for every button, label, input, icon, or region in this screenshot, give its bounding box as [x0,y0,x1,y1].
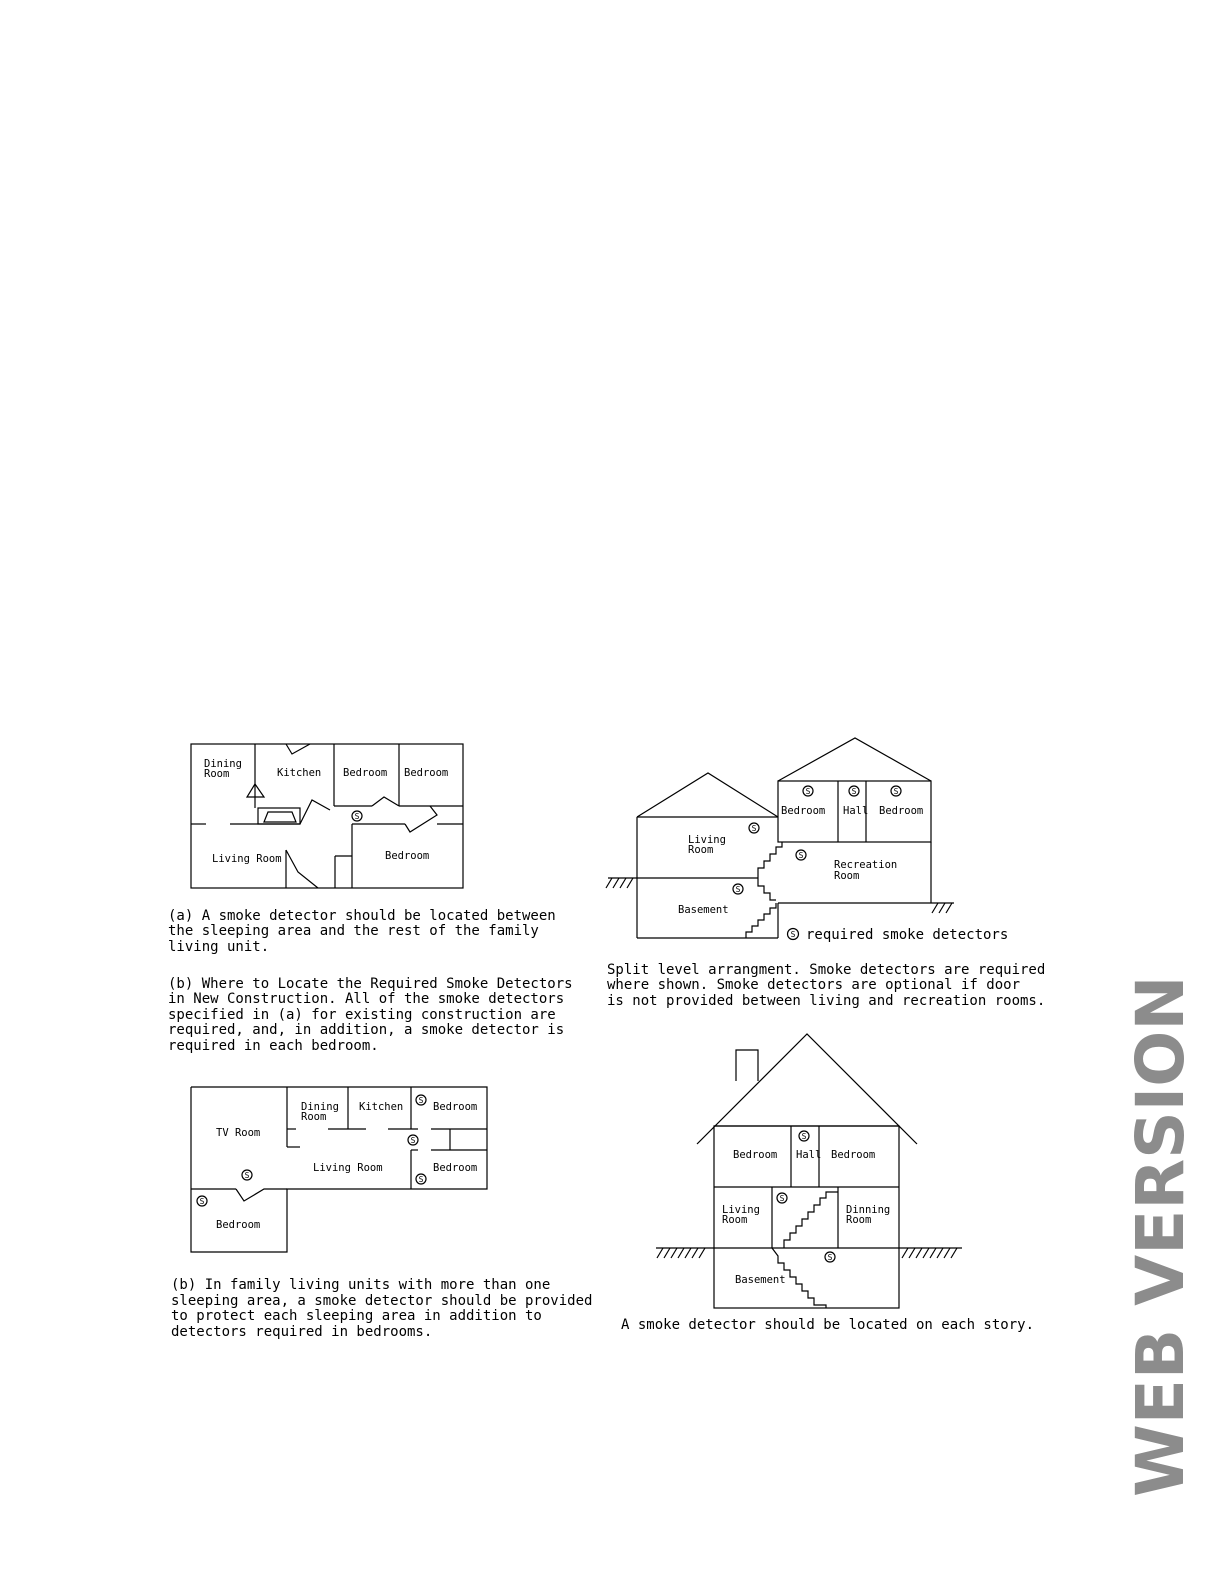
smoke-detector-icon [416,1174,426,1184]
smoke-detector-icon [197,1196,207,1206]
svg-text:living unit.: living unit. [168,939,270,955]
room-label-basement: Basement [678,904,729,916]
room-label-recreation: Room [834,870,860,882]
svg-text:S: S [410,1136,416,1145]
room-label-living: Living Room [313,1162,383,1174]
svg-text:S: S [418,1175,424,1184]
room-label-bedroom: Bedroom [433,1101,478,1113]
caption-two-story: A smoke detector should be located on each story. [621,1317,1035,1333]
svg-text:S: S [827,1253,833,1262]
smoke-detector-icon [777,1193,787,1203]
smoke-detector-icon [416,1095,426,1105]
svg-text:sleeping area, a smoke detecto: sleeping area, a smoke detector should be provided [171,1293,593,1309]
svg-text:Split level arrangment. Smoke: Split level arrangment. Smoke detectors are required [607,962,1046,978]
room-label-basement: Basement [735,1274,786,1286]
svg-text:(b) Where to Locate the Requir: (b) Where to Locate the Required Smoke Detectors [168,976,573,992]
smoke-detector-icon [242,1170,252,1180]
svg-text:S: S [893,787,899,796]
room-label-dining: Dining [301,1101,339,1113]
smoke-detector-icon [352,811,362,821]
floor-plan-family-unit [191,1087,487,1252]
floor-plan-a [191,744,463,888]
svg-text:is not provided between living: is not provided between living and recreation rooms. [607,993,1046,1009]
svg-text:the sleeping area and the rest: the sleeping area and the rest of the family [168,923,539,939]
svg-text:S: S [735,885,741,894]
room-label-living: Living Room [212,853,282,865]
svg-text:required, and, in addition, a: required, and, in addition, a smoke detector is [168,1022,565,1038]
svg-text:S: S [805,787,811,796]
room-label-bedroom: Bedroom [781,805,826,817]
svg-text:S: S [418,1096,424,1105]
svg-text:S: S [801,1132,807,1141]
legend-text: required smoke detectors [806,927,1009,943]
svg-text:specified in (a) for existing: specified in (a) for existing construction are [168,1007,556,1023]
room-label-bedroom: Bedroom [831,1149,876,1161]
smoke-detector-icon [803,786,813,796]
room-label-dinning: Room [846,1214,872,1226]
caption-family-unit [171,1277,592,1340]
svg-text:in New Construction. All of t: in New Construction. All of the smoke detectors [168,991,565,1007]
two-story-house-section [656,1034,962,1308]
room-label-living: Living [688,834,726,846]
room-label-dinning: Dinning [846,1204,891,1216]
svg-text:S: S [199,1197,205,1206]
caption-a [168,908,556,955]
svg-text:to protect each sleeping area: to protect each sleeping area in addition to [171,1308,542,1324]
detector-legend [788,927,1009,943]
svg-text:detectors required in bedrooms: detectors required in bedrooms. [171,1324,433,1340]
smoke-detector-icon [891,786,901,796]
smoke-detector-icon [408,1135,418,1145]
room-label-living: Living [722,1204,760,1216]
smoke-detector-icon [733,884,743,894]
smoke-detector-icon [749,823,759,833]
room-label-hall: Hall [796,1149,822,1161]
room-label-living: Room [722,1214,748,1226]
room-label-hall: Hall [843,805,869,817]
svg-text:S: S [798,851,804,860]
svg-text:(a) A smoke detector should be: (a) A smoke detector should be located between [168,908,556,924]
room-label-bedroom: Bedroom [343,767,388,779]
svg-text:S: S [751,824,757,833]
smoke-detector-icon [799,1131,809,1141]
svg-text:S: S [851,787,857,796]
smoke-detector-icon [796,850,806,860]
room-label-dining: Room [204,768,230,780]
room-label-bedroom: Bedroom [433,1162,478,1174]
room-label-bedroom: Bedroom [733,1149,778,1161]
room-label-dining: Room [301,1111,327,1123]
svg-text:S: S [779,1194,785,1203]
room-label-living: Room [688,844,714,856]
svg-text:S: S [354,812,360,821]
svg-text:required in each bedroom.: required in each bedroom. [168,1038,379,1054]
room-label-recreation: Recreation [834,859,898,871]
smoke-detector-icon [825,1252,835,1262]
split-level-section [606,738,1008,943]
room-label-bedroom: Bedroom [216,1219,261,1231]
svg-text:S: S [790,930,796,939]
caption-b-new-construction [168,976,573,1054]
caption-split-level [607,962,1045,1009]
room-label-kitchen: Kitchen [277,767,322,779]
smoke-detector-icon [849,786,859,796]
room-label-bedroom: Bedroom [404,767,449,779]
room-label-dining: Dining [204,758,242,770]
watermark-text: WEB VERSION [1122,975,1199,1497]
room-label-bedroom: Bedroom [879,805,924,817]
svg-text:S: S [244,1171,250,1180]
svg-text:where shown. Smoke detectors a: where shown. Smoke detectors are optional if door [607,977,1021,993]
room-label-bedroom: Bedroom [385,850,430,862]
room-label-tv: TV Room [216,1127,261,1139]
svg-text:(b) In family living units wit: (b) In family living units with more than one [171,1277,551,1293]
room-label-kitchen: Kitchen [359,1101,404,1113]
